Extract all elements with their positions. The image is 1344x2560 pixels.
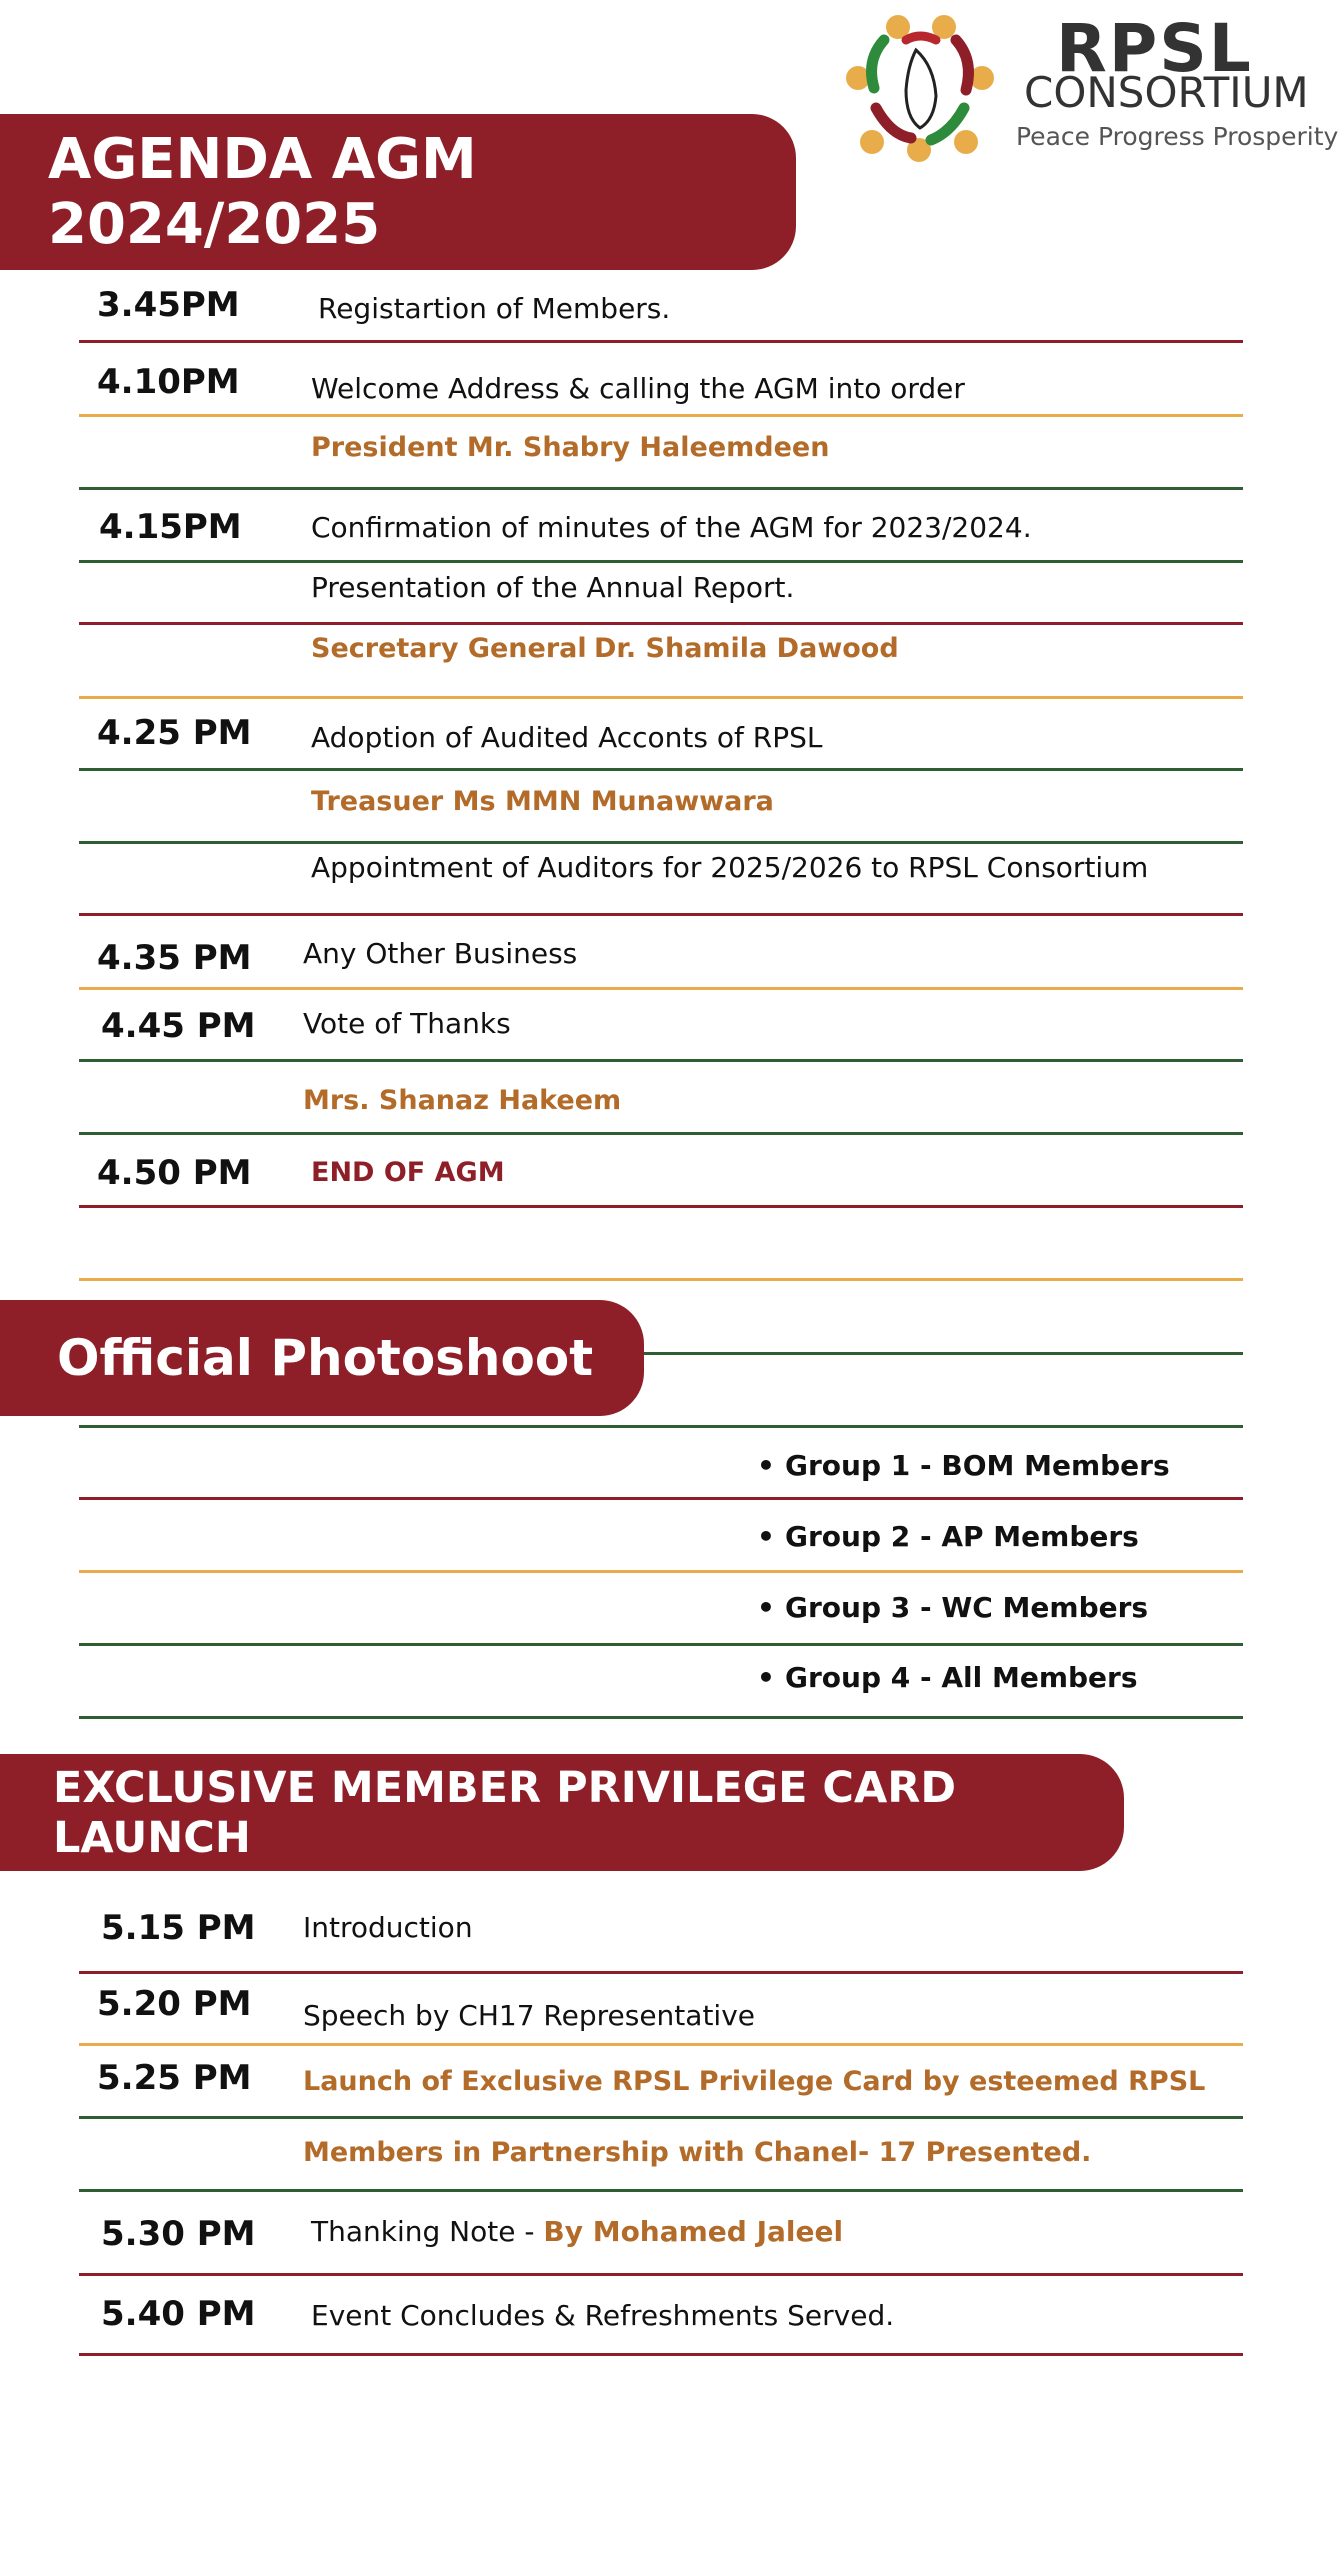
agenda-time-3: 4.15PM — [99, 507, 242, 547]
divider — [79, 1205, 1243, 1208]
photoshoot-banner — [0, 1300, 644, 1416]
divider — [79, 696, 1243, 699]
divider — [79, 1716, 1243, 1719]
divider — [79, 1643, 1243, 1646]
divider — [79, 2116, 1243, 2119]
launch-highlight-2: Members in Partnership with Chanel- 17 Presented. — [303, 2137, 1092, 2168]
launch-text-4 — [311, 2215, 843, 2248]
agenda-text-5: Any Other Business — [303, 937, 578, 970]
divider — [79, 1497, 1243, 1500]
agenda-speaker-president: President Mr. Shabry Haleemdeen — [311, 432, 830, 463]
divider — [79, 2273, 1243, 2276]
agenda-text-3: Confirmation of minutes of the AGM for 2023/2024. — [311, 511, 1032, 544]
divider — [79, 560, 1243, 563]
divider — [79, 2189, 1243, 2192]
divider — [79, 414, 1243, 417]
launch-time-5: 5.40 PM — [101, 2294, 256, 2334]
brand-tagline: Peace Progress Prosperity — [1016, 122, 1339, 151]
agenda-text-2: Welcome Address & calling the AGM into order — [311, 372, 965, 405]
divider — [79, 2043, 1243, 2046]
divider — [79, 2353, 1243, 2356]
agenda-speaker-secretary-role: Secretary General — [311, 633, 587, 664]
launch-thanks-speaker: By Mohamed Jaleel — [543, 2215, 844, 2248]
photoshoot-group-1: • Group 1 - BOM Members — [757, 1449, 1170, 1482]
agenda-end-label: END OF AGM — [311, 1157, 505, 1188]
agenda-text-1: Registartion of Members. — [318, 292, 671, 325]
agenda-time-1: 3.45PM — [97, 285, 240, 325]
agenda-time-6: 4.45 PM — [101, 1006, 256, 1046]
launch-title: EXCLUSIVE MEMBER PRIVILEGE CARD LAUNCH — [53, 1762, 957, 1863]
divider — [79, 768, 1243, 771]
agenda-text-auditors: Appointment of Auditors for 2025/2026 to RPSL Consortium — [311, 851, 1149, 884]
logo — [836, 10, 1344, 170]
divider — [79, 1570, 1243, 1573]
agenda-title: AGENDA AGM 2024/2025 — [48, 127, 477, 257]
agenda-text-annual-report: Presentation of the Annual Report. — [311, 571, 795, 604]
photoshoot-group-3: • Group 3 - WC Members — [757, 1591, 1148, 1624]
launch-text-2: Speech by CH17 Representative — [303, 1999, 755, 2032]
agenda-text-6: Vote of Thanks — [303, 1007, 511, 1040]
launch-thanks-label: Thanking Note - — [311, 2215, 544, 2248]
photoshoot-title: Official Photoshoot — [57, 1329, 594, 1387]
agenda-banner — [0, 114, 796, 270]
divider — [79, 987, 1243, 990]
divider — [79, 841, 1243, 844]
launch-time-2: 5.20 PM — [97, 1984, 252, 2024]
divider — [79, 913, 1243, 916]
divider — [79, 1132, 1243, 1135]
divider — [79, 1971, 1243, 1974]
photoshoot-group-4: • Group 4 - All Members — [757, 1661, 1138, 1694]
divider — [79, 1059, 1243, 1062]
agenda-text-4: Adoption of Audited Acconts of RPSL — [311, 721, 823, 754]
agenda-time-4: 4.25 PM — [97, 713, 252, 753]
agenda-time-7: 4.50 PM — [97, 1153, 252, 1193]
agenda-speaker-treasurer: Treasuer Ms MMN Munawwara — [311, 786, 774, 817]
divider — [79, 622, 1243, 625]
divider — [79, 340, 1243, 343]
launch-highlight-1: Launch of Exclusive RPSL Privilege Card by esteemed RPSL — [303, 2066, 1206, 2097]
agenda-speaker-thanks: Mrs. Shanaz Hakeem — [303, 1085, 622, 1116]
agenda-speaker-secretary-name: Dr. Shamila Dawood — [594, 633, 899, 664]
launch-text-5: Event Concludes & Refreshments Served. — [311, 2299, 895, 2332]
launch-time-3: 5.25 PM — [97, 2058, 252, 2098]
agenda-time-5: 4.35 PM — [97, 938, 252, 978]
divider — [79, 487, 1243, 490]
launch-time-4: 5.30 PM — [101, 2214, 256, 2254]
launch-text-1: Introduction — [303, 1911, 473, 1944]
launch-banner — [0, 1754, 1124, 1871]
brand-subtitle: CONSORTIUM — [1024, 68, 1309, 117]
photoshoot-group-2: • Group 2 - AP Members — [757, 1520, 1139, 1553]
divider — [79, 1278, 1243, 1281]
launch-time-1: 5.15 PM — [101, 1908, 256, 1948]
brand-name: RPSL — [1056, 10, 1253, 87]
agenda-time-2: 4.10PM — [97, 362, 240, 402]
divider — [79, 1425, 1243, 1428]
rpsl-emblem-icon — [836, 10, 996, 165]
